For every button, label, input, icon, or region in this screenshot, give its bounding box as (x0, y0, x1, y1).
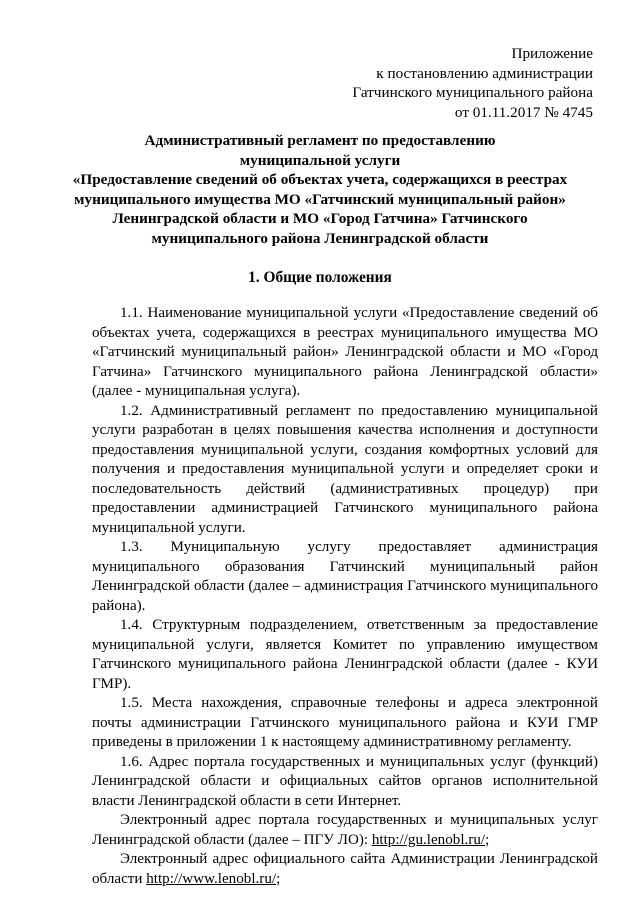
pgu-address-text: Электронный адрес портала государственных и муниципальных услуг Ленинградской области (далее – ПГУ ЛО): (92, 812, 598, 848)
title-line-5: Ленинградской области и МО «Город Гатчина» Гатчинского (112, 210, 528, 227)
title-line-1: Административный регламент по предоставлению (144, 132, 496, 149)
pgu-link[interactable]: http://gu.lenobl.ru/ (371, 831, 486, 848)
paragraph-pgu-address (92, 811, 598, 850)
paragraph-1-1: 1.1. Наименование муниципальной услуги «Предоставление сведений об объектах учета, содержащихся в реестрах муниципального имущества МО «Гатчинский муниципальный район» Ленинградской области и МО «Город Гатчина» Гатчинского муниципального района Ленинградской области» (далее - муниципальная услуга). (92, 305, 598, 399)
paragraph-1-3: 1.3. Муниципальную услугу предоставляет администрация муниципального образования Гатчинский муниципальный район Ленинградской области (далее – администрация Гатчинского муниципального района). (92, 539, 598, 614)
paragraph-1-2: 1.2. Административный регламент по предоставлению муниципальной услуги разработан в целях повышения качества исполнения и доступности предоставления муниципальной услуги, создания комфортных условий для получения и предоставления муниципальной услуги и определяет сроки и последовательность действий (административных процедур) при предоставлении администрацией Гатчинского муниципального района муниципальной услуги. (92, 402, 598, 536)
appendix-line-3: Гатчинского муниципального района (352, 84, 593, 101)
site-address-tail: ; (276, 870, 281, 887)
section-heading: 1. Общие положения (248, 269, 392, 286)
title-line-3: «Предоставление сведений об объектах учета, содержащихся в реестрах (72, 171, 568, 188)
appendix-line-4: от 01.11.2017 № 4745 (454, 103, 593, 121)
lenobl-site-link[interactable]: http://www.lenobl.ru/ (146, 870, 277, 887)
document-body (92, 304, 598, 889)
document-title (40, 131, 600, 248)
appendix-line-2: к постановлению администрации (376, 64, 593, 82)
pgu-address-tail: ; (485, 831, 490, 848)
appendix-line-1: Приложение (511, 45, 593, 62)
title-line-6: муниципального района Ленинградской области (151, 229, 489, 247)
title-line-2: муниципальной услуги (239, 151, 401, 169)
appendix-header (352, 44, 593, 122)
paragraph-site-address (92, 850, 598, 889)
paragraph-1-6: 1.6. Адрес портала государственных и муниципальных услуг (функций) Ленинградской области и официальных сайтов органов исполнительной власти Ленинградской области в сети Интернет. (92, 753, 598, 809)
paragraph-1-5: 1.5. Места нахождения, справочные телефоны и адреса электронной почты администрации Гатчинского муниципального района и КУИ ГМР приведены в приложении 1 к настоящему административному регламенту. (92, 695, 598, 750)
site-address-text: Электронный адрес официального сайта Администрации Ленинградской области (92, 851, 598, 887)
title-line-4: муниципального имущества МО «Гатчинский муниципальный район» (74, 190, 566, 208)
paragraph-1-4: 1.4. Структурным подразделением, ответственным за предоставление муниципальной услуги, является Комитет по управлению имуществом Гатчинского муниципального района Ленинградской области (далее - КУИ ГМР). (92, 617, 598, 692)
